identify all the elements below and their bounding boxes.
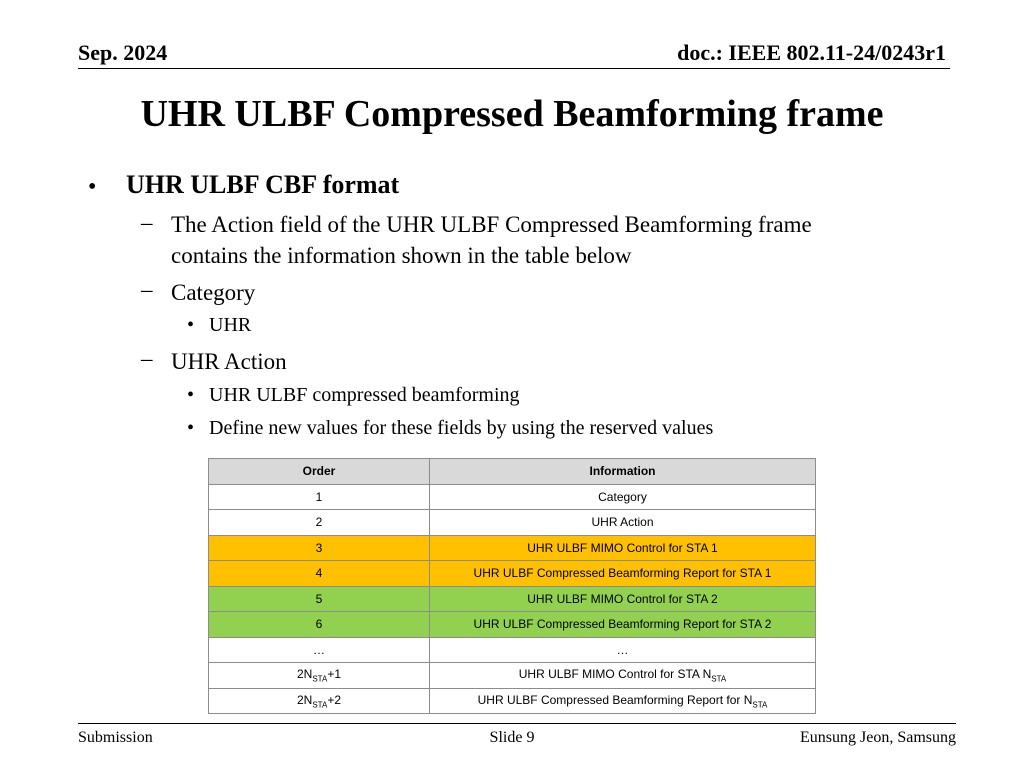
bullet-dot: •: [88, 174, 97, 200]
information-subscript: STA: [752, 699, 768, 709]
order-subscript: STA: [312, 699, 328, 709]
information-cell: UHR ULBF Compressed Beamforming Report for STA 1: [430, 561, 816, 587]
order-cell: 2: [209, 510, 430, 536]
dash-marker: –: [141, 210, 153, 235]
footer-author: Eunsung Jeon, Samsung: [800, 729, 956, 746]
define-new-values-note: Define new values for these fields by using the reserved values: [209, 417, 714, 439]
bullet-dot: •: [187, 417, 195, 439]
footer-slide-number: Slide 9: [489, 729, 535, 746]
table-row-sta2: [209, 586, 816, 612]
information-subscript: STA: [711, 674, 727, 684]
order-cell: 6: [209, 612, 430, 638]
uhr-action-value: UHR ULBF compressed beamforming: [209, 384, 520, 406]
table-row-sta1: [209, 535, 816, 561]
information-cell: UHR ULBF MIMO Control for STA 2: [430, 586, 816, 612]
bullet-cbf-format: UHR ULBF CBF format: [126, 170, 400, 199]
subbullet-uhr-action: UHR Action: [171, 349, 287, 374]
information-text: UHR ULBF Compressed Beamforming Report for N: [477, 692, 753, 707]
table-row: [209, 510, 816, 536]
action-field-table: [208, 458, 816, 714]
order-cell: [209, 663, 430, 689]
table-row-ellipsis: [209, 637, 816, 663]
information-cell: UHR ULBF Compressed Beamforming Report for STA 2: [430, 612, 816, 638]
table-row-sta1: [209, 561, 816, 587]
table-row: [209, 663, 816, 689]
information-cell: …: [430, 637, 816, 663]
order-prefix: 2N: [297, 667, 313, 682]
footer-divider: [78, 723, 956, 724]
subbullet-action-field-line1: The Action field of the UHR ULBF Compressed Beamforming frame: [171, 212, 812, 237]
subbullet-action-field-line2: contains the information shown in the table below: [171, 243, 632, 268]
order-cell: [209, 688, 430, 714]
order-prefix: 2N: [297, 692, 313, 707]
bullet-dot: •: [187, 314, 195, 336]
order-cell: 1: [209, 484, 430, 510]
information-cell: Category: [430, 484, 816, 510]
order-cell: 5: [209, 586, 430, 612]
subbullet-category: Category: [171, 280, 256, 305]
order-cell: 4: [209, 561, 430, 587]
information-cell: UHR Action: [430, 510, 816, 536]
dash-marker: –: [141, 277, 153, 302]
order-suffix: +1: [327, 667, 341, 682]
category-value: UHR: [209, 314, 252, 336]
table-header-row: [209, 459, 816, 485]
header-doc-id: doc.: IEEE 802.11-24/0243r1: [677, 40, 946, 65]
table-row-sta2: [209, 612, 816, 638]
footer-submission: Submission: [78, 729, 153, 746]
information-text: UHR ULBF MIMO Control for STA N: [518, 667, 712, 682]
table-row: [209, 484, 816, 510]
column-header-order: Order: [209, 459, 430, 485]
header-date: Sep. 2024: [78, 40, 168, 65]
dash-marker: –: [141, 346, 153, 371]
order-subscript: STA: [312, 674, 328, 684]
information-cell: UHR ULBF MIMO Control for STA 1: [430, 535, 816, 561]
information-cell: [430, 688, 816, 714]
order-suffix: +2: [327, 692, 341, 707]
information-cell: [430, 663, 816, 689]
column-header-information: Information: [430, 459, 816, 485]
table-row: [209, 688, 816, 714]
slide-title: UHR ULBF Compressed Beamforming frame: [140, 93, 884, 135]
bullet-dot: •: [187, 384, 195, 406]
order-cell: …: [209, 637, 430, 663]
order-cell: 3: [209, 535, 430, 561]
header-divider: [78, 68, 950, 69]
